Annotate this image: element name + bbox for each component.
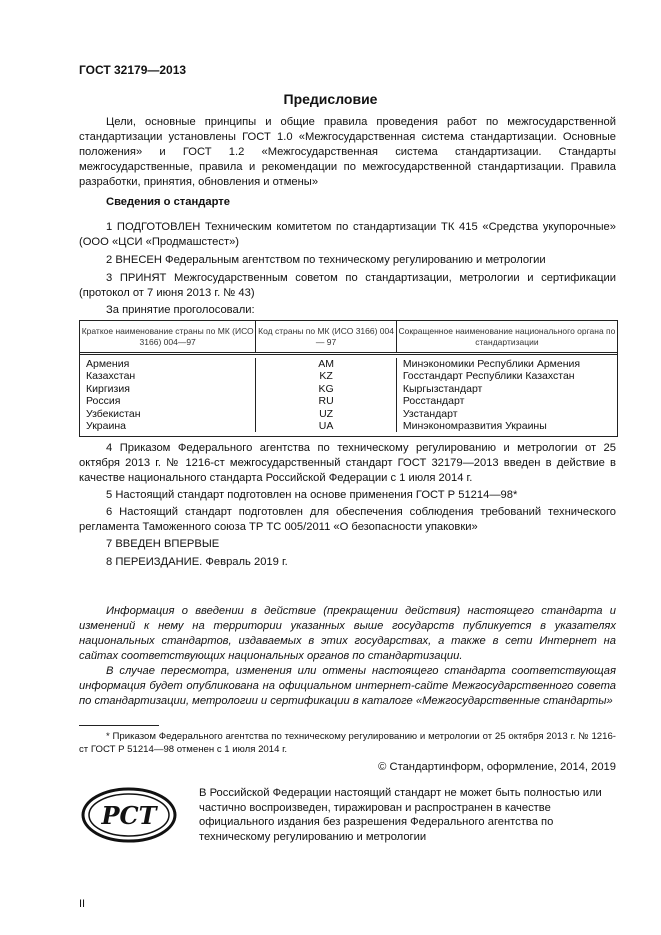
page-title: Предисловие — [283, 91, 378, 107]
intro-paragraph: Цели, основные принципы и общие правила проведения работ по межгосударственной стандартизации установлены ГОСТ 1.0 «Межгосударственная система стандартизации. Основные положения» и ГОСТ 1.2 «Межгосударственная система стандартизации. Стандарты межгосударственные, правила и рекомендации по межгосударственной стандартизации. Правила разработки, принятия, обновления и отмены» — [79, 116, 616, 188]
table-cell: Россия — [86, 395, 121, 408]
voted-label: За принятие проголосовали: — [106, 304, 255, 316]
item-5: 5 Настоящий стандарт подготовлен на основе применения ГОСТ Р 51214—98* — [106, 489, 518, 501]
country-name-column — [80, 358, 255, 432]
rst-certification-logo-icon — [79, 786, 179, 844]
table-cell: Минэкономики Республики Армения — [402, 358, 581, 370]
info-paragraph-1: Информация о введении в действие (прекращении действия) настоящего стандарта и изменений к нему на территории указанных выше государств публикуется в указателях национальных стандартов, издаваемых в этих государствах, а также в сети Интернет на сайтах соответствующих национальных органов по стандартизации. — [79, 605, 616, 662]
svg-text:РСТ: РСТ — [101, 801, 157, 830]
table-cell: Армения — [86, 358, 130, 370]
table-cell: UA — [318, 420, 334, 433]
table-cell: RU — [318, 395, 334, 408]
copyright: © Стандартинформ, оформление, 2014, 2019 — [378, 761, 616, 773]
table-cell: Узстандарт — [402, 407, 458, 420]
page-number: II — [79, 898, 86, 910]
table-cell: KZ — [319, 370, 333, 383]
standard-code: ГОСТ 32179—2013 — [79, 63, 187, 77]
voting-table — [79, 320, 618, 437]
table-cell: UZ — [319, 407, 334, 420]
info-paragraph-2: В случае пересмотра, изменения или отмены настоящего стандарта соответствующая информация будет опубликована на официальном интернет-сайте Межгосударственного совета по стандартизации, метрологии и сертификации в каталоге «Межгосударственные стандарты» — [79, 665, 616, 707]
table-cell: AM — [318, 358, 334, 370]
item-6: 6 Настоящий стандарт подготовлен для обеспечения соблюдения требований технического регламента Таможенного союза ТР ТС 005/2011 «О безопасности упаковки» — [79, 506, 616, 533]
table-cell: Узбекистан — [86, 407, 141, 420]
item-2: 2 ВНЕСЕН Федеральным агентством по техническому регулированию и метрологии — [106, 254, 546, 266]
table-cell: Казахстан — [86, 370, 136, 383]
country-code-column — [255, 358, 395, 432]
table-header — [80, 321, 617, 355]
item-8: 8 ПЕРЕИЗДАНИЕ. Февраль 2019 г. — [106, 556, 288, 568]
footnote: * Приказом Федерального агентства по техническому регулированию и метрологии от 25 октября 2013 г. № 1216-ст ГОСТ Р 51214—98 отменен с 1 июля 2014 г. — [79, 731, 616, 755]
table-body — [80, 355, 617, 436]
table-cell: Киргизия — [86, 382, 130, 395]
item-7: 7 ВВЕДЕН ВПЕРВЫЕ — [106, 538, 220, 550]
section-title: Сведения о стандарте — [106, 196, 230, 208]
table-cell: Росстандарт — [402, 395, 465, 408]
item-3: 3 ПРИНЯТ Межгосударственным советом по стандартизации, метрологии и сертификации (протокол от 7 июня 2013 г. № 43) — [79, 272, 616, 299]
column-header: Код страны по МК (ИСО 3166) 004— 97 — [255, 321, 395, 352]
table-cell: Госстандарт Республики Казахстан — [402, 370, 575, 383]
item-4: 4 Приказом Федерального агентства по техническому регулированию и метрологии от 25 октября 2013 г. № 1216-ст межгосударственный стандарт ГОСТ 32179—2013 введен в действие в качестве национального стандарта Российской Федерации с 1 июля 2014 г. — [79, 442, 616, 484]
column-header: Сокращенное наименование национального органа по стандартизации — [396, 321, 617, 352]
national-body-column — [396, 358, 617, 432]
rights-notice: В Российской Федерации настоящий стандарт не может быть полностью или частично воспроизведен, тиражирован и распространен в качестве официального издания без разрешения Федерального агентства по техническому регулированию и метрологии — [199, 787, 602, 843]
table-cell: KG — [318, 382, 334, 395]
table-cell: Украина — [86, 420, 126, 433]
table-cell: Кыргызстандарт — [402, 382, 483, 395]
column-header: Краткое наименование страны по МК (ИСО 3166) 004—97 — [81, 325, 254, 347]
table-cell: Минэкономразвития Украины — [402, 420, 547, 433]
footnote-divider — [79, 725, 159, 726]
item-1: 1 ПОДГОТОВЛЕН Техническим комитетом по стандартизации ТК 415 «Средства укупорочные» (ООО «ЦСИ «Продмашстест») — [79, 221, 616, 248]
